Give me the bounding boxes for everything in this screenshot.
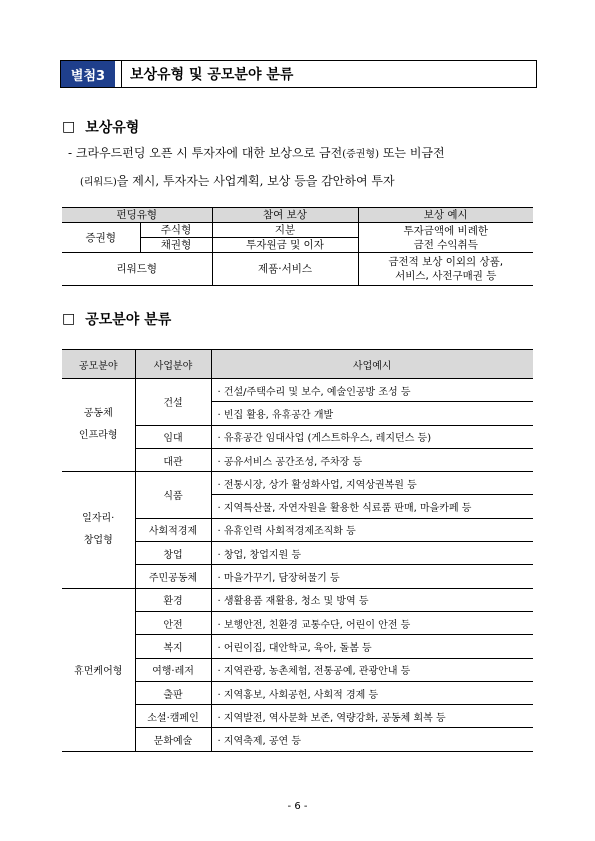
example-cell: · 빈집 활용, 유휴공간 개발 xyxy=(211,402,533,425)
table-row xyxy=(62,472,533,495)
reward-description xyxy=(68,140,538,196)
cell-line: 금전적 보상 이외의 상품, xyxy=(388,256,504,268)
table-row xyxy=(62,223,533,238)
header-cell: 참여 보상 xyxy=(212,208,358,223)
group-cell xyxy=(62,472,135,588)
field-cell: 주민공동체 xyxy=(135,565,211,588)
table-cell xyxy=(358,253,533,286)
example-cell: · 건설/주택수리 및 보수, 예술인공방 조성 등 xyxy=(211,379,533,402)
example-cell: · 지역특산물, 자연자원을 활용한 식료품 판매, 마을카페 등 xyxy=(211,495,533,518)
example-cell: · 어린이집, 대안학교, 육아, 돌봄 등 xyxy=(211,635,533,658)
field-cell: 임대 xyxy=(135,425,211,448)
cell-line: 일자리· xyxy=(82,512,115,524)
checkbox-bullet-icon: □ xyxy=(62,311,76,327)
page-number: - 6 - xyxy=(287,801,308,812)
example-cell: · 보행안전, 친환경 교통수단, 어린이 안전 등 xyxy=(211,611,533,634)
table-cell: 리워드형 xyxy=(62,253,212,286)
table-row xyxy=(62,253,533,286)
cell-line: 금전 수익취득 xyxy=(413,238,478,251)
field-cell: 사회적경제 xyxy=(135,518,211,541)
table-row xyxy=(62,379,533,402)
cell-line: 투자금액에 비례한 xyxy=(403,224,488,237)
category-table xyxy=(62,349,533,752)
example-cell: · 지역관광, 농촌체험, 전통공예, 관광안내 등 xyxy=(211,658,533,681)
example-cell: · 전통시장, 상가 활성화사업, 지역상권복원 등 xyxy=(211,472,533,495)
example-cell: · 유휴공간 임대사업 (게스트하우스, 레지던스 등) xyxy=(211,425,533,448)
group-cell: 휴먼케어형 xyxy=(62,588,135,751)
example-cell: · 생활용품 재활용, 청소 및 방역 등 xyxy=(211,588,533,611)
group-cell xyxy=(62,379,135,472)
appendix-tag: 별첨3 xyxy=(61,61,115,87)
example-cell: · 지역발전, 역사문화 보존, 역량강화, 공동체 회복 등 xyxy=(211,705,533,728)
field-cell: 안전 xyxy=(135,611,211,634)
cell-line: 서비스, 사전구매권 등 xyxy=(395,270,497,282)
para-note: (증권형) xyxy=(342,149,379,160)
example-cell: · 유휴인력 사회적경제조직화 등 xyxy=(211,518,533,541)
field-cell: 소셜·캠페인 xyxy=(135,705,211,728)
checkbox-bullet-icon: □ xyxy=(62,119,76,135)
example-cell: · 마을가꾸기, 담장허물기 등 xyxy=(211,565,533,588)
field-cell: 출판 xyxy=(135,681,211,704)
example-cell: · 지역홍보, 사회공헌, 사회적 경제 등 xyxy=(211,681,533,704)
table-header-row xyxy=(62,350,533,379)
example-cell: · 창업, 창업지원 등 xyxy=(211,542,533,565)
para-text: 을 제시, 투자자는 사업계획, 보상 등을 감안하여 투자 xyxy=(116,174,395,188)
example-cell: · 공유서비스 공간조성, 주차장 등 xyxy=(211,448,533,471)
cell-line: 창업형 xyxy=(83,534,113,546)
table-row xyxy=(62,588,533,611)
para-text: 또는 비금전 xyxy=(379,146,445,160)
cell-line: 공동체 xyxy=(83,408,113,420)
field-cell: 여행·레저 xyxy=(135,658,211,681)
field-cell: 식품 xyxy=(135,472,211,519)
table-header-row xyxy=(62,208,533,223)
table-cell: 제품·서비스 xyxy=(212,253,358,286)
header-cell: 보상 예시 xyxy=(358,208,533,223)
field-cell: 문화예술 xyxy=(135,728,211,751)
section-call-categories xyxy=(62,309,171,329)
table-cell: 투자원금 및 이자 xyxy=(212,238,358,253)
field-cell: 창업 xyxy=(135,542,211,565)
cell-line: 인프라형 xyxy=(78,430,118,442)
header-cell: 공모분야 xyxy=(62,350,135,379)
appendix-title: 보상유형 및 공모분야 분류 xyxy=(121,61,536,87)
section-title: 공모분야 분류 xyxy=(85,312,172,328)
table-cell xyxy=(358,223,533,253)
table-cell: 지분 xyxy=(212,223,358,238)
para-note: (리워드) xyxy=(80,177,117,188)
section-reward-types xyxy=(62,117,139,137)
field-cell: 환경 xyxy=(135,588,211,611)
table-cell: 주식형 xyxy=(140,223,212,238)
reward-type-table xyxy=(62,207,533,286)
appendix-header xyxy=(60,60,537,88)
example-cell: · 지역축제, 공연 등 xyxy=(211,728,533,751)
header-cell: 사업분야 xyxy=(135,350,211,379)
field-cell: 건설 xyxy=(135,379,211,426)
header-cell: 펀딩유형 xyxy=(62,208,212,223)
table-cell: 증권형 xyxy=(62,223,140,253)
table-cell: 채권형 xyxy=(140,238,212,253)
field-cell: 복지 xyxy=(135,635,211,658)
header-cell: 사업예시 xyxy=(211,350,533,379)
section-title: 보상유형 xyxy=(85,120,140,136)
field-cell: 대관 xyxy=(135,448,211,471)
para-text: - 크라우드펀딩 오픈 시 투자자에 대한 보상으로 금전 xyxy=(68,146,343,160)
